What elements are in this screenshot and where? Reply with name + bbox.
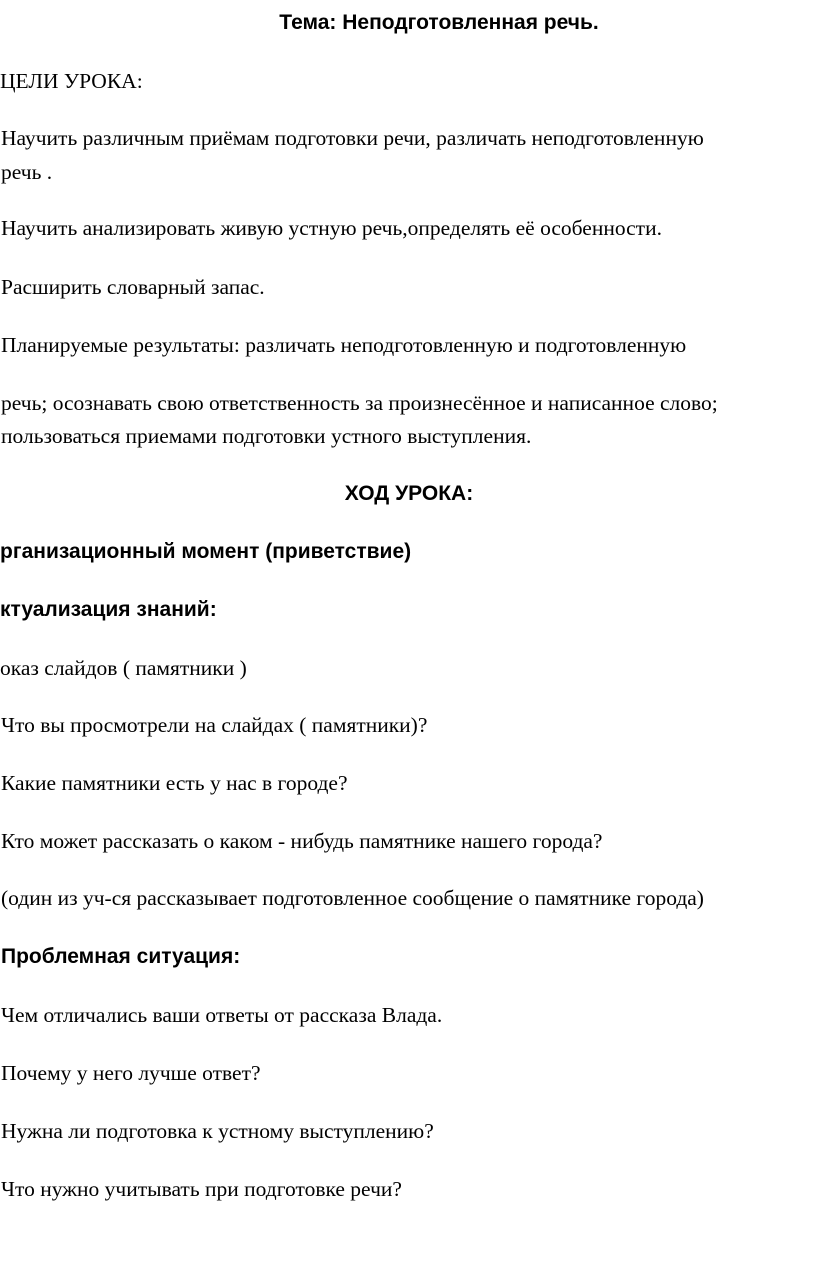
question-1: Что вы просмотрели на слайдах ( памятники)?	[1, 713, 428, 737]
goal-1-line-1: Научить различным приёмам подготовки речи, различать неподготовленную	[1, 126, 704, 150]
section-knowledge-update: ктуализация знаний:	[0, 598, 217, 621]
question-3: Кто может рассказать о каком - нибудь памятнике нашего города?	[1, 829, 603, 853]
goal-2: Научить анализировать живую устную речь,определять её особенности.	[1, 216, 662, 240]
slides-line: оказ слайдов ( памятники )	[0, 656, 247, 680]
goal-1-line-2: речь .	[1, 160, 53, 184]
results-line-1: Планируемые результаты: различать неподготовленную и подготовленную	[1, 333, 687, 357]
question-5: Почему у него лучше ответ?	[1, 1061, 261, 1085]
lesson-heading: ХОД УРОКА:	[344, 482, 474, 505]
question-6: Нужна ли подготовка к устному выступлению?	[1, 1119, 434, 1143]
section-organizational: рганизационный момент (приветствие)	[0, 540, 412, 563]
document-title: Тема: Неподготовленная речь.	[279, 11, 599, 34]
results-line-2: речь; осознавать свою ответственность за произнесённое и написанное слово;	[1, 391, 718, 415]
student-note: (один из уч-ся рассказывает подготовленное сообщение о памятнике города)	[1, 886, 704, 910]
question-2: Какие памятники есть у нас в городе?	[1, 771, 348, 795]
question-7: Что нужно учитывать при подготовке речи?	[1, 1177, 402, 1201]
question-4: Чем отличались ваши ответы от рассказа Влада.	[1, 1003, 443, 1027]
goals-heading: ЦЕЛИ УРОКА:	[0, 69, 143, 93]
section-problem-situation: Проблемная ситуация:	[1, 945, 241, 968]
goal-3: Расширить словарный запас.	[1, 275, 265, 299]
results-line-3: пользоваться приемами подготовки устного выступления.	[1, 424, 532, 448]
